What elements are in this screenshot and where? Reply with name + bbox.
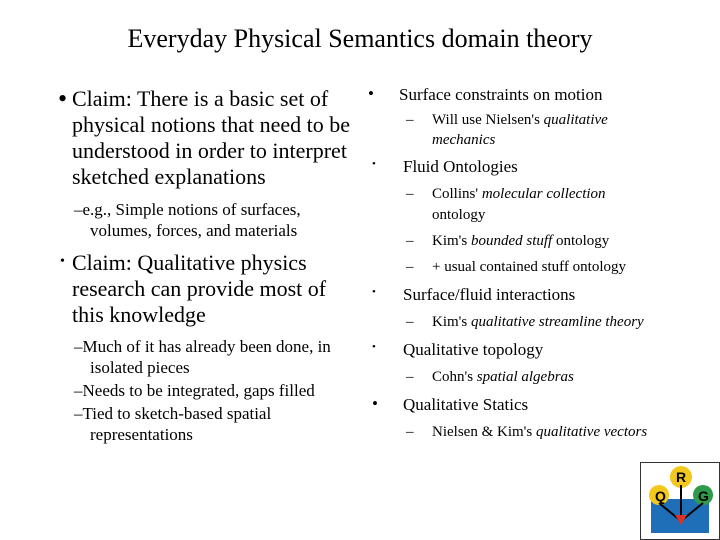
right-item-subs <box>368 184 656 278</box>
right-item-subs <box>368 422 656 443</box>
right-sub: – Collins' molecular collection ontology <box>406 186 606 223</box>
bullet-dot: • <box>372 394 378 413</box>
right-sub: – Will use Nielsen's qualitative mechanics <box>406 112 608 148</box>
claim-1-text: Claim: There is a basic set of physical notions that need to be understood in order to interpret sketched explanations <box>72 86 350 189</box>
right-sub: – Kim's bounded stuff ontology <box>406 233 610 249</box>
bullet-dot: • <box>372 158 376 170</box>
bullet-dot: • <box>368 84 374 103</box>
right-item-subs <box>368 367 656 388</box>
right-column <box>368 84 658 443</box>
claim-2 <box>58 250 358 328</box>
right-item-label: Fluid Ontologies <box>403 157 518 176</box>
right-item-label: Qualitative topology <box>403 340 544 359</box>
right-item-label: Qualitative Statics <box>403 395 529 414</box>
right-sub: – Kim's qualitative streamline theory <box>406 314 644 330</box>
right-item-label: Surface constraints on motion <box>399 85 603 104</box>
claim-2-subs <box>58 336 344 445</box>
bullet-dot: • <box>58 84 68 113</box>
right-item-1 <box>368 84 658 110</box>
logo-letter-r: R <box>676 469 687 485</box>
claim-2-text: Claim: Qualitative physics research can provide most of this knowledge <box>72 250 327 327</box>
claim-1-subtext: e.g., Simple notions of surfaces, volumes, forces, and materials <box>82 200 301 240</box>
right-item-subs <box>368 110 656 150</box>
claim-2-sub: –Much of it has already been done, in isolated pieces <box>74 337 331 377</box>
claim-1 <box>58 86 358 190</box>
logo-letter-g: G <box>698 488 709 504</box>
right-sub: – + usual contained stuff ontology <box>406 259 626 275</box>
logo-letter-q: Q <box>655 488 666 504</box>
right-item-label: Surface/fluid interactions <box>403 285 576 304</box>
bullet-dot: • <box>60 254 65 269</box>
claim-1-subtext-row: –e.g., Simple notions of surfaces, volumes, forces, and materials <box>74 200 301 240</box>
right-item-5 <box>368 394 658 422</box>
bullet-dot: • <box>372 341 376 353</box>
right-item-subs <box>368 312 656 333</box>
right-sub: – Cohn's spatial algebras <box>406 369 574 385</box>
claim-2-sub: –Tied to sketch-based spatial representations <box>74 404 272 444</box>
right-item-4 <box>368 339 658 367</box>
qrg-logo <box>640 462 720 540</box>
bullet-dot: • <box>372 286 376 298</box>
right-item-2 <box>368 156 658 184</box>
right-item-3 <box>368 284 658 312</box>
slide-title: Everyday Physical Semantics domain theory <box>127 24 593 53</box>
qrg-logo-graphic <box>641 463 719 539</box>
claim-2-sub: –Needs to be integrated, gaps filled <box>74 381 315 400</box>
claim-1-sub <box>58 199 362 241</box>
right-sub: – Nielsen & Kim's qualitative vectors <box>406 424 648 440</box>
left-column <box>58 86 358 445</box>
